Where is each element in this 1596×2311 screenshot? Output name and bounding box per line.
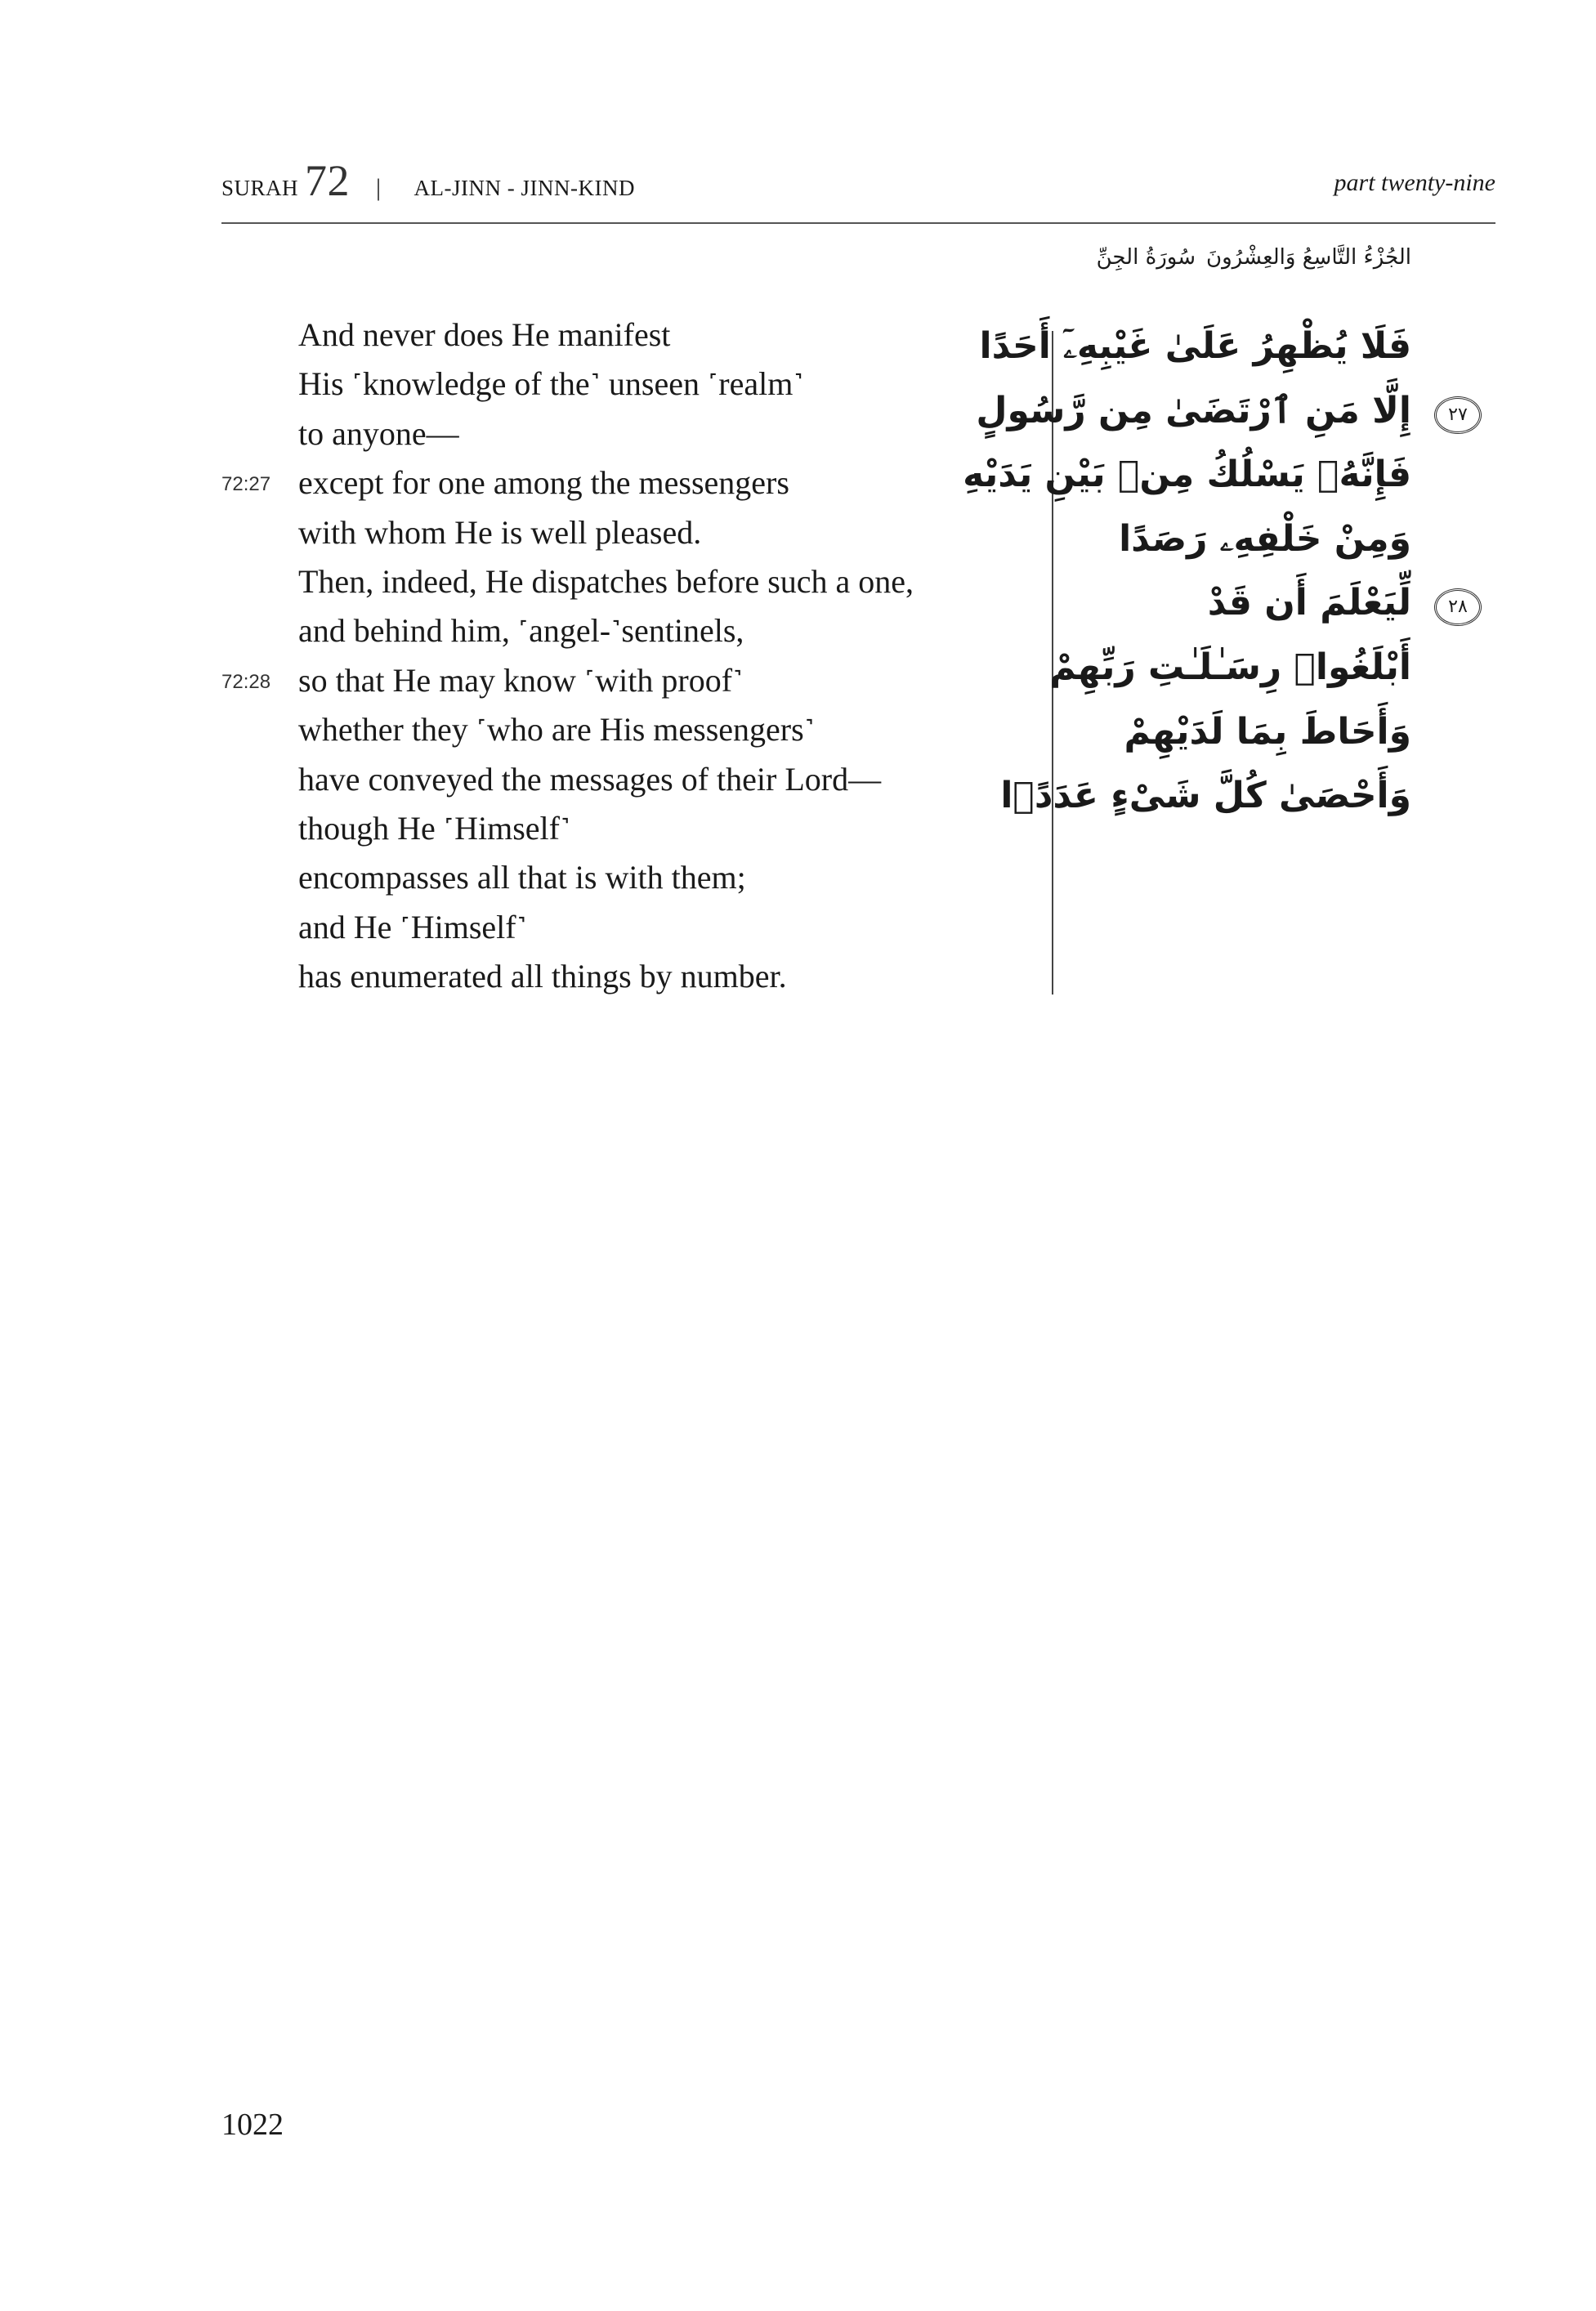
line-text: though He ˹Himself˺: [298, 809, 571, 847]
surah-number: 72: [305, 156, 351, 205]
line-text: have conveyed the messages of their Lord—: [298, 760, 882, 798]
arabic-line: أَبْلَغُوا۟ رِسَـٰلَـٰتِ رَبِّهِمْ: [1049, 646, 1411, 688]
verse-marker-icon: ٢٨: [1434, 588, 1482, 626]
line-text: encompasses all that is with them;: [298, 859, 746, 896]
arabic-line: فَإِنَّهُۥ يَسْلُكُ مِنۢ بَيْنِ يَدَيْهِ: [963, 454, 1411, 496]
line-text: and behind him, ˹angel-˺sentinels,: [298, 612, 744, 650]
verse-marker-icon: ٢٧: [1434, 396, 1482, 434]
header-separator: |: [376, 174, 382, 201]
line-text: whether they ˹who are His messengers˺: [298, 711, 816, 749]
page-number: 1022: [221, 2108, 284, 2142]
surah-name: AL-JINN - JINN-KIND: [414, 176, 635, 200]
arabic-line: فَلَا يُظْهِرُ عَلَىٰ غَيْبِهِۦٓ أَحَدًا: [979, 325, 1411, 367]
arabic-line: وَمِنْ خَلْفِهِۦ رَصَدًا: [1119, 517, 1411, 560]
arabic-line: لِّيَعْلَمَ أَن قَدْ: [1207, 582, 1411, 624]
line-text: has enumerated all things by number.: [298, 958, 787, 995]
part-label: part twenty-nine: [1334, 169, 1495, 196]
arabic-line: وَأَحْصَىٰ كُلَّ شَىْءٍ عَدَدًۢا: [1000, 775, 1411, 817]
verse-ref: 72:27: [221, 473, 271, 496]
verse-ref: 72:28: [221, 670, 271, 693]
arabic-surah-heading: سُورَةُ الجِنِّ: [1096, 245, 1196, 270]
line-text: with whom He is well pleased.: [298, 513, 702, 551]
arabic-text-block: [963, 315, 1411, 829]
surah-label: SURAH: [221, 176, 299, 200]
line-text: and He ˹Himself˺: [298, 908, 527, 945]
arabic-line: إِلَّا مَنِ ٱرْتَضَىٰ مِن رَّسُولٍ: [976, 389, 1411, 431]
line-text: so that He may know ˹with proof˺: [298, 661, 744, 699]
line-text: His ˹knowledge of the˺ unseen ˹realm˺: [298, 365, 804, 403]
line-text: Then, indeed, He dispatches before such a one,: [298, 562, 914, 600]
running-header: [221, 155, 635, 206]
line-text: except for one among the messengers: [298, 464, 789, 502]
arabic-part-heading: الجُزْءُ التَّاسِعُ وَالعِشْرُونَ: [1206, 245, 1411, 270]
arabic-line: وَأَحَاطَ بِمَا لَدَيْهِمْ: [1124, 710, 1411, 753]
line-text: to anyone—: [298, 414, 459, 452]
line-text: And never does He manifest: [298, 316, 671, 353]
header-rule: [221, 222, 1495, 224]
